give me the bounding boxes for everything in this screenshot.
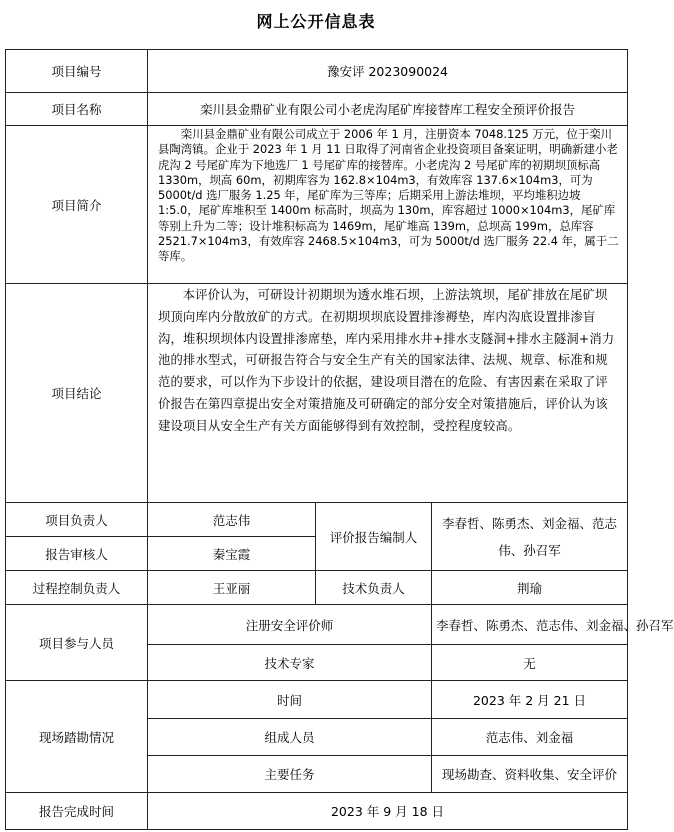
info-table [5, 49, 674, 830]
row-survey-time [6, 681, 628, 719]
row-registered-evaluators [6, 605, 628, 645]
label-process-controller: 过程控制负责人 [6, 571, 148, 605]
label-report-reviewer: 报告审核人 [6, 537, 148, 571]
value-project-intro: 栾川县金鼎矿业有限公司成立于 2006 年 1 月，注册资本 7048.125 万元，位于栾川县陶湾镇。企业于 2023 年 1 月 11 日取得了河南省企业投资项目备案证明，明确新建小老虎沟 2 号尾矿库为下地选厂 1 号尾矿库的接替库。小老虎沟 2 号尾矿库的初期坝顶标高 1330m，坝高 60m，初期库容为 162.8×104m3，有效库容 137.6×104m3，可为 5000t/d 选厂服务 1.25 年，尾矿库为三等库；后期采用上游法堆坝，平均堆积边坡 1:5.0，尾矿库堆积至 1400m 标高时，坝高为 130m，库容超过 1000×104m3，尾矿库等别上升为二等；设计堆积标高为 1469m，尾矿堆高 139m，总坝高 199m，总库容 2521.7×104m3，有效库容 2468.5×104m3，可为 5000t/d 选厂服务 22.4 年，属于二等库。 [148, 126, 628, 284]
label-project-leader: 项目负责人 [6, 503, 148, 537]
row-project-conclusion [6, 284, 628, 503]
row-project-name [6, 93, 628, 126]
value-report-reviewer: 秦宝霞 [148, 537, 316, 571]
value-report-completion: 2023 年 9 月 18 日 [148, 793, 628, 830]
value-process-controller: 王亚丽 [148, 571, 316, 605]
label-registered-evaluators: 注册安全评价师 [148, 605, 432, 645]
value-tech-experts: 无 [432, 645, 628, 681]
value-project-no: 豫安评 2023090024 [148, 50, 628, 93]
label-survey-members: 组成人员 [148, 719, 432, 756]
label-survey-tasks: 主要任务 [148, 756, 432, 793]
value-report-authors: 李春哲、陈勇杰、刘金福、范志伟、孙召军 [432, 503, 628, 571]
label-project-conclusion: 项目结论 [6, 284, 148, 503]
label-project-intro: 项目简介 [6, 126, 148, 284]
value-project-leader: 范志伟 [148, 503, 316, 537]
label-project-no: 项目编号 [6, 50, 148, 93]
row-project-no [6, 50, 628, 93]
row-project-leader [6, 503, 628, 537]
value-project-name: 栾川县金鼎矿业有限公司小老虎沟尾矿库接替库工程安全预评价报告 [148, 93, 628, 126]
label-report-authors: 评价报告编制人 [316, 503, 432, 571]
row-project-intro [6, 126, 628, 284]
value-survey-time: 2023 年 2 月 21 日 [432, 681, 628, 719]
value-survey-tasks: 现场勘查、资料收集、安全评价 [432, 756, 628, 793]
document-title: 网上公开信息表 [256, 12, 376, 31]
value-survey-members: 范志伟、刘金福 [432, 719, 628, 756]
label-site-survey: 现场踏勘情况 [6, 681, 148, 793]
value-tech-leader: 荆瑜 [432, 571, 628, 605]
label-survey-time: 时间 [148, 681, 432, 719]
label-report-completion: 报告完成时间 [6, 793, 148, 830]
row-report-completion [6, 793, 628, 830]
label-participants: 项目参与人员 [6, 605, 148, 681]
label-tech-leader: 技术负责人 [316, 571, 432, 605]
label-project-name: 项目名称 [6, 93, 148, 126]
label-tech-experts: 技术专家 [148, 645, 432, 681]
value-registered-evaluators: 李春哲、陈勇杰、范志伟、刘金福、孙召军 [432, 605, 628, 645]
value-project-conclusion: 本评价认为，可研设计初期坝为透水堆石坝，上游法筑坝，尾矿排放在尾矿坝坝顶向库内分散放矿的方式。在初期坝坝底设置排渗褥垫，库内沟底设置排渗盲沟，堆积坝坝体内设置排渗席垫，库内采用排水井+排水支隧洞+排水主隧洞+消力池的排水型式，可研报告符合与安全生产有关的国家法律、法规、规章、标准和规范的要求，可以作为下步设计的依据，建设项目潜在的危险、有害因素在采取了评价报告在第四章提出安全对策措施及可研确定的部分安全对策措施后，评价认为该建设项目从安全生产有关方面能够得到有效控制，受控程度较高。 [148, 284, 628, 503]
row-process-controller [6, 571, 628, 605]
